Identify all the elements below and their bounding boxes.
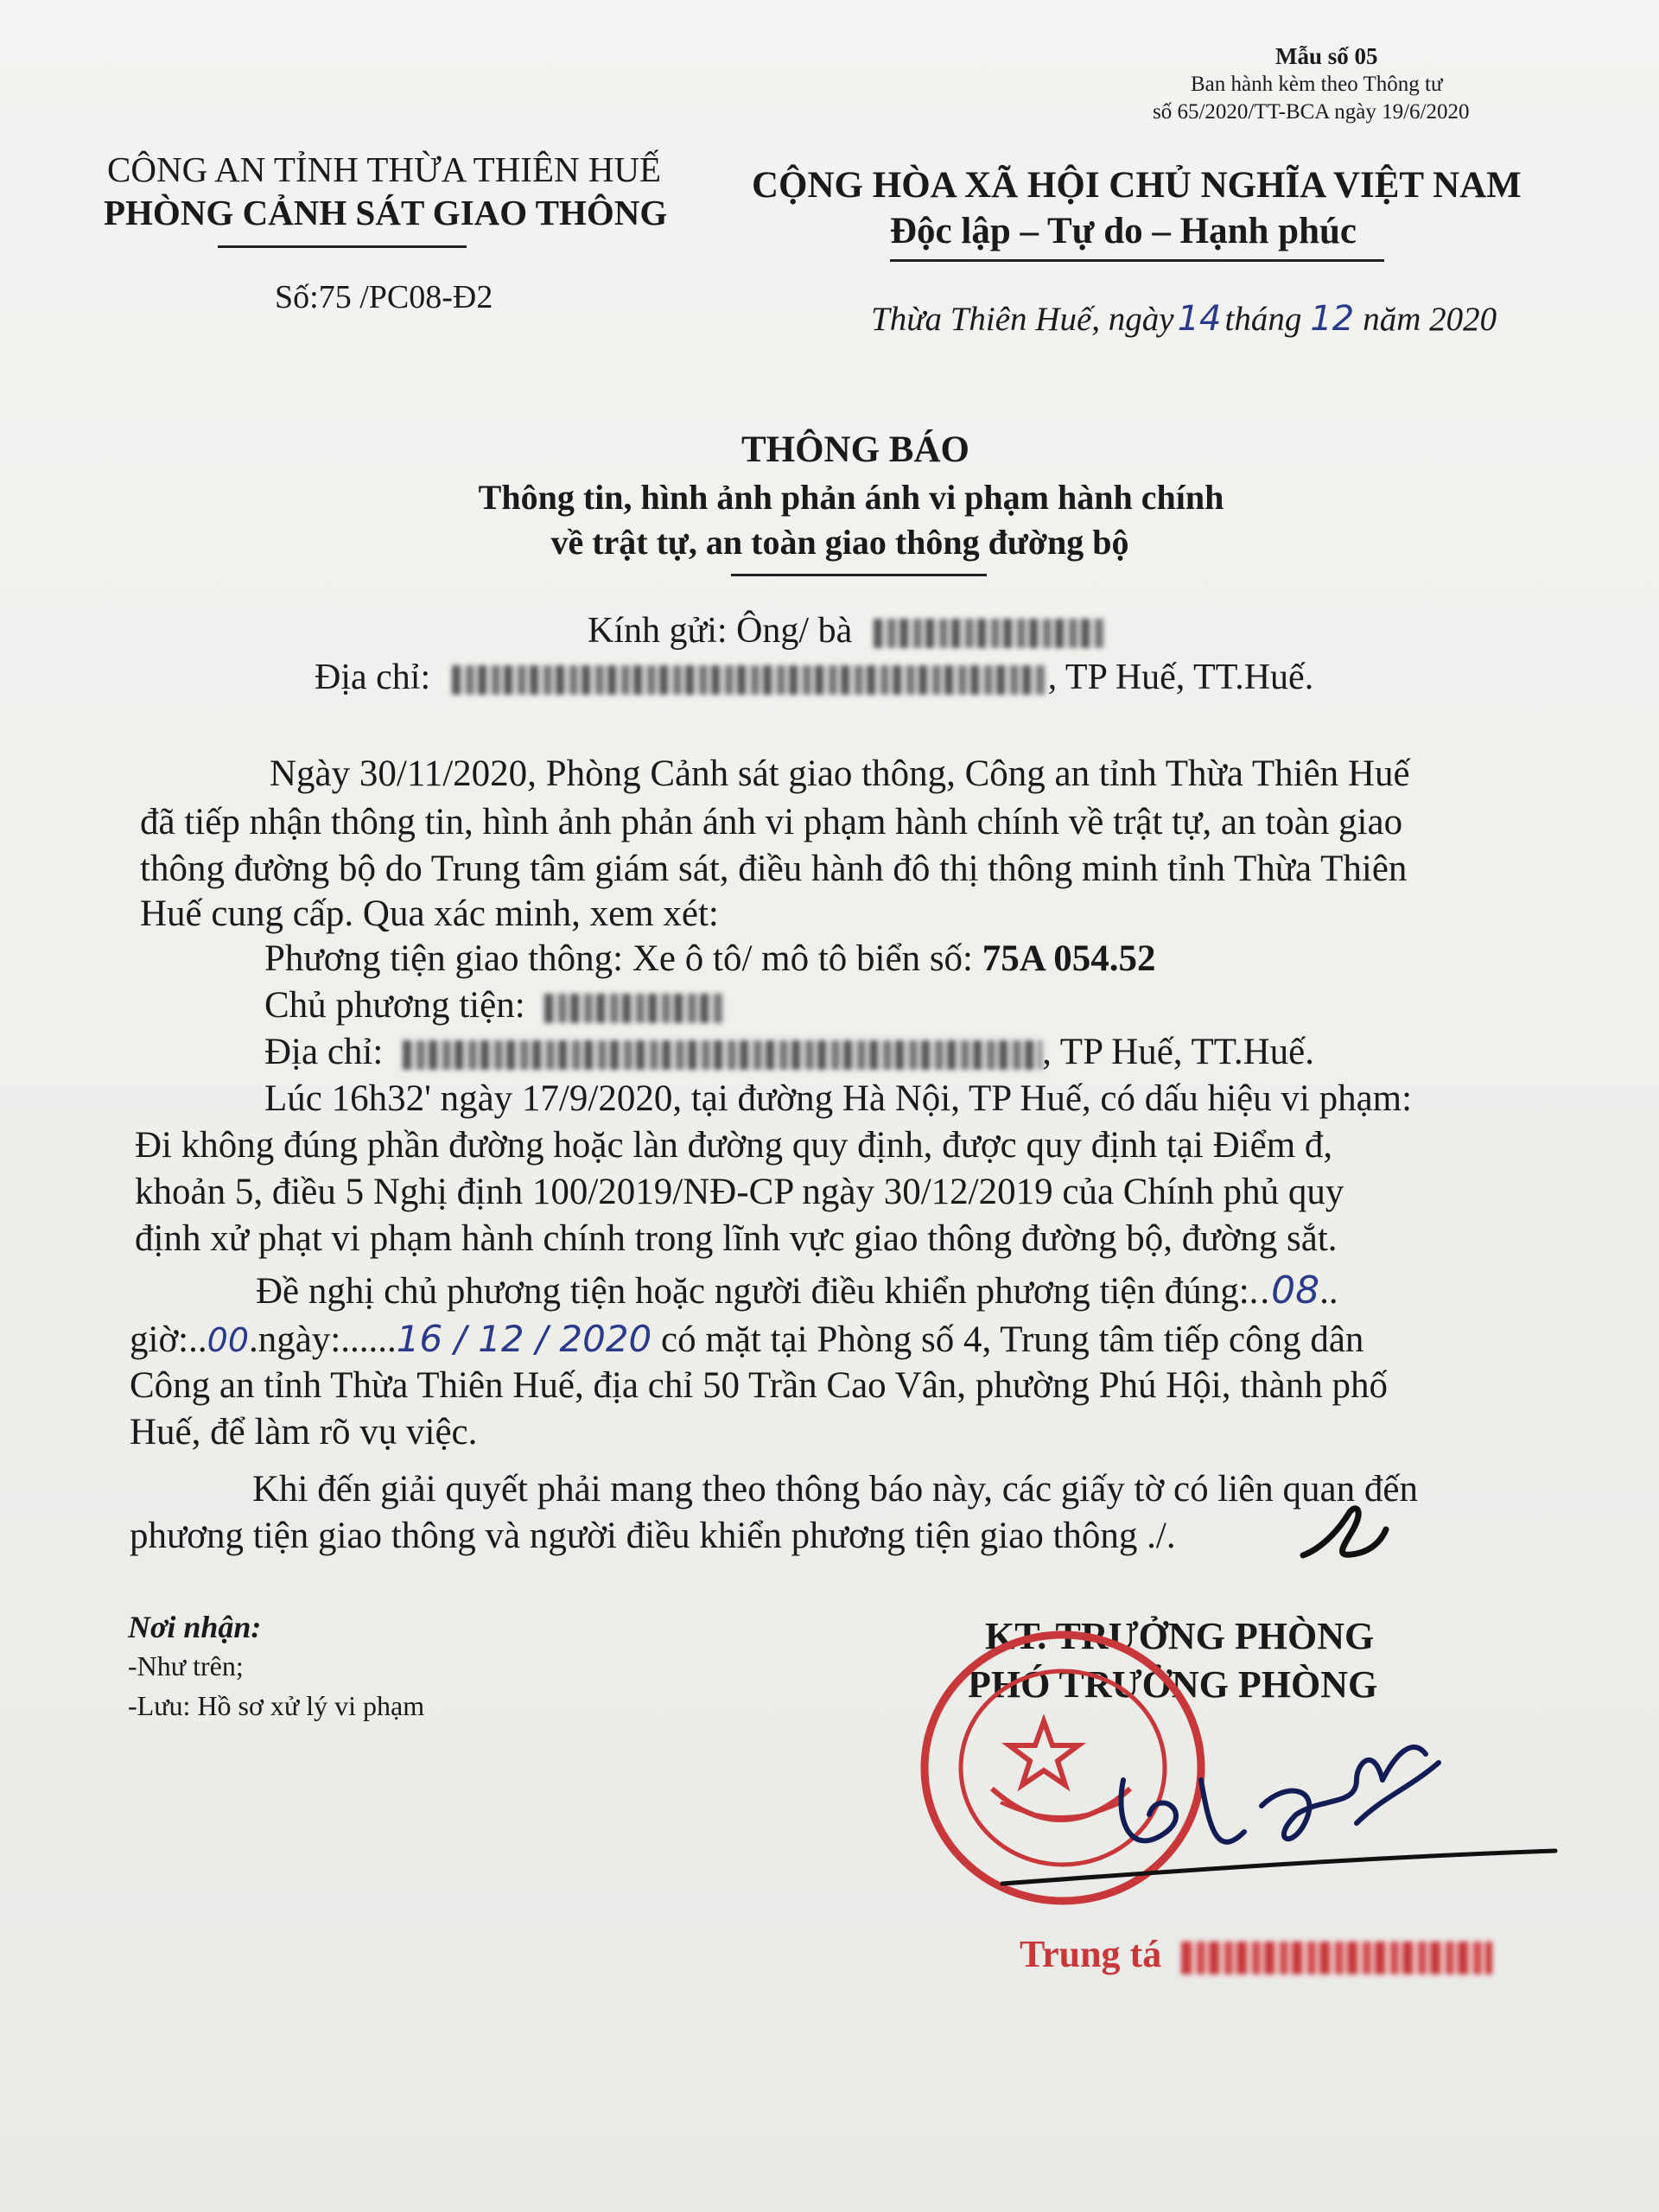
- paragraph-1-line-4: Huế cung cấp. Qua xác minh, xem xét:: [140, 893, 719, 934]
- national-motto: Độc lập – Tự do – Hạnh phúc: [890, 211, 1357, 251]
- paragraph-2-line-1: Lúc 16h32' ngày 17/9/2020, tại đường Hà Nội, TP Huế, có dấu hiệu vi phạm:: [264, 1078, 1413, 1119]
- hour-label: giờ:: [130, 1319, 189, 1360]
- appointment-hour: 08: [1271, 1268, 1320, 1313]
- form-number: Mẫu số 05: [1275, 43, 1378, 69]
- owner-label: Chủ phương tiện:: [264, 985, 525, 1026]
- date-day: 14: [1177, 299, 1222, 339]
- motto-underline: [890, 259, 1384, 262]
- signer-rank: Trung tá: [1020, 1933, 1162, 1975]
- redacted-recipient-name: [874, 619, 1107, 648]
- document-subtitle-2: về trật tự, an toàn giao thông đường bộ: [550, 523, 1129, 562]
- vehicle-line: [264, 935, 1155, 983]
- country-name: CỘNG HÒA XÃ HỘI CHỦ NGHĨA VIỆT NAM: [752, 165, 1522, 206]
- paragraph-4-line-1: Khi đến giải quyết phải mang theo thông báo này, các giấy tờ có liên quan đến: [252, 1469, 1418, 1510]
- title-underline: [731, 574, 987, 576]
- appointment-date: 16 / 12 / 2020: [396, 1318, 652, 1360]
- signer-role-1: KT. TRƯỞNG PHÒNG: [985, 1615, 1375, 1657]
- signer-line: [1020, 1932, 1492, 1976]
- appointment-request-text: Đề nghị chủ phương tiện hoặc người điều khiển phương tiện đúng:: [256, 1271, 1249, 1312]
- paragraph-4-line-2: phương tiện giao thông và người điều khiển phương tiện giao thông ./.: [130, 1516, 1176, 1556]
- form-ref-line2: số 65/2020/TT-BCA ngày 19/6/2020: [1153, 100, 1470, 124]
- recipient-item-1: -Như trên;: [128, 1650, 244, 1681]
- signer-role-2: PHÓ TRƯỞNG PHÒNG: [968, 1663, 1378, 1706]
- owner-address-tail: , TP Huế, TT.Huế.: [1042, 1032, 1314, 1072]
- redacted-owner-address: [403, 1040, 1042, 1070]
- date-month: 12: [1310, 299, 1355, 339]
- paragraph-2-line-3: khoản 5, điều 5 Nghị định 100/2019/NĐ-CP ngày 30/12/2019 của Chính phủ quy: [135, 1172, 1344, 1212]
- department-underline: [218, 245, 467, 248]
- form-ref-line1: Ban hành kèm theo Thông tư: [1191, 73, 1443, 96]
- paragraph-3-line-1: Đề nghị chủ phương tiện hoặc người điều khiển phương tiện đúng:..08..: [256, 1268, 1338, 1313]
- redacted-owner-name: [544, 994, 726, 1023]
- vehicle-label: Phương tiện giao thông: Xe ô tô/ mô tô biển số:: [264, 938, 974, 979]
- paragraph-1-line-3: thông đường bộ do Trung tâm giám sát, điều hành đô thị thông minh tỉnh Thừa Thiên: [140, 849, 1408, 889]
- recipient-item-2: -Lưu: Hồ sơ xử lý vi phạm: [128, 1690, 425, 1721]
- date-year-label: năm 2020: [1363, 301, 1497, 338]
- document-title: THÔNG BÁO: [741, 429, 969, 470]
- redacted-recipient-address: [452, 665, 1048, 695]
- paragraph-3-line-3: Công an tỉnh Thừa Thiên Huế, địa chỉ 50 Trần Cao Vân, phường Phú Hội, thành phố: [130, 1365, 1389, 1406]
- owner-line: [264, 982, 726, 1030]
- date-label: ngày:: [257, 1319, 341, 1360]
- appointment-location-text: có mặt tại Phòng số 4, Trung tâm tiếp công dân: [661, 1319, 1364, 1360]
- document-subtitle-1: Thông tin, hình ảnh phản ánh vi phạm hành chính: [478, 478, 1224, 517]
- date-month-label: tháng: [1224, 301, 1302, 338]
- recipient-greeting: Kính gửi: Ông/ bà: [588, 611, 853, 651]
- initial-mark-icon: [1296, 1503, 1391, 1564]
- date-prefix: Thừa Thiên Huế, ngày: [871, 301, 1174, 338]
- appointment-minute: 00: [207, 1321, 249, 1359]
- department-name: PHÒNG CẢNH SÁT GIAO THÔNG: [104, 193, 668, 232]
- paragraph-1-line-2: đã tiếp nhận thông tin, hình ảnh phản ánh vi phạm hành chính về trật tự, an toàn giao: [140, 802, 1403, 842]
- redacted-signer-name: [1181, 1942, 1492, 1974]
- recipient-address-tail: , TP Huế, TT.Huế.: [1047, 658, 1314, 697]
- issue-date: [871, 299, 1497, 339]
- paragraph-2-line-2: Đi không đúng phần đường hoặc làn đường quy định, được quy định tại Điểm đ,: [135, 1125, 1333, 1166]
- license-plate: 75A 054.52: [982, 938, 1156, 979]
- paragraph-2-line-4: định xử phạt vi phạm hành chính trong lĩnh vực giao thông đường bộ, đường sắt.: [135, 1218, 1338, 1259]
- paragraph-3-line-4: Huế, để làm rõ vụ việc.: [130, 1412, 478, 1452]
- paragraph-3-line-2: giờ:..00.ngày:......16 / 12 / 2020 có mặt tại Phòng số 4, Trung tâm tiếp công dân: [130, 1318, 1364, 1360]
- document-number: Số:75 /PC08-Đ2: [275, 279, 493, 315]
- recipients-title: Nơi nhận:: [128, 1610, 262, 1644]
- owner-address-label: Địa chỉ:: [264, 1032, 384, 1072]
- recipient-line: [588, 610, 1107, 652]
- paragraph-1-line-1: Ngày 30/11/2020, Phòng Cảnh sát giao thông, Công an tỉnh Thừa Thiên Huế: [270, 753, 1410, 794]
- recipient-address-label: Địa chỉ:: [315, 658, 431, 697]
- recipient-address-line: [315, 657, 1313, 698]
- agency-name: CÔNG AN TỈNH THỪA THIÊN HUẾ: [107, 149, 662, 189]
- signature-line-icon: [994, 1840, 1564, 1892]
- owner-address-line: [264, 1028, 1314, 1077]
